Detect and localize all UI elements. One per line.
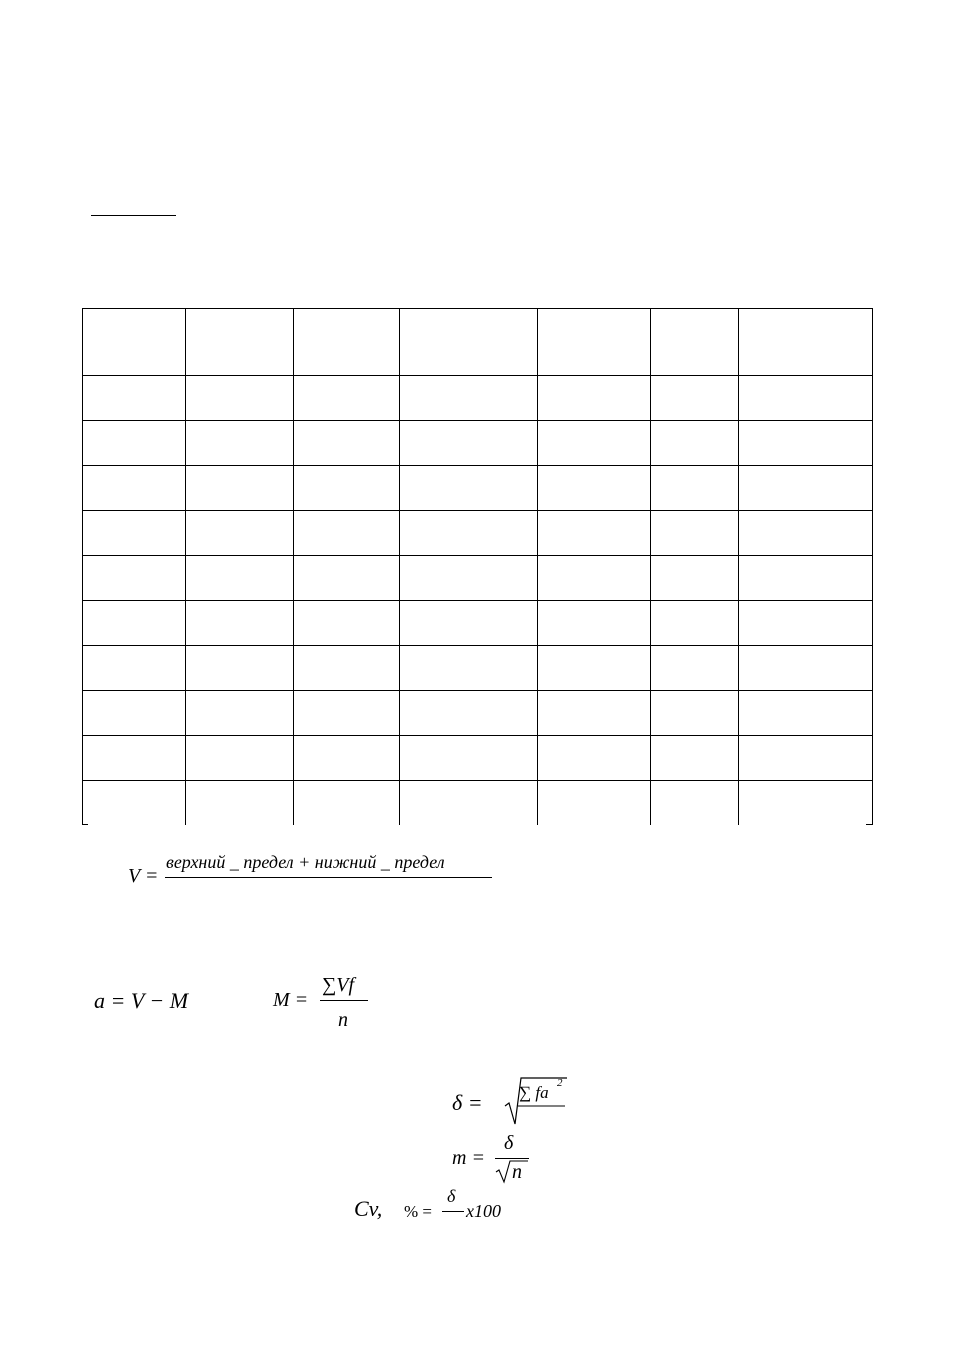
formula-stderr-lhs: m = [452, 1147, 485, 1169]
table-cell [83, 781, 186, 826]
table-cell [294, 646, 400, 691]
table-cell [651, 511, 739, 556]
table-cell [83, 556, 186, 601]
formula-v-fraction-bar [165, 877, 492, 878]
table-cell [186, 511, 294, 556]
table-cell [400, 556, 538, 601]
data-table [82, 308, 873, 825]
table-row [83, 466, 873, 511]
table-cell [400, 601, 538, 646]
table-row [83, 511, 873, 556]
table-cell [186, 376, 294, 421]
formula-cv-numerator: δ [447, 1186, 456, 1206]
table-cell [83, 421, 186, 466]
table-cell [538, 646, 651, 691]
table-header-cell [538, 309, 651, 376]
table-header-cell [294, 309, 400, 376]
table-cell [400, 511, 538, 556]
formula-mean-lhs: M = [273, 989, 309, 1011]
table-header-cell [739, 309, 873, 376]
table-cell [83, 691, 186, 736]
table-cell [400, 376, 538, 421]
formula-sigma-lhs: δ = [452, 1090, 483, 1115]
table-header-cell [83, 309, 186, 376]
table-header-row [83, 309, 873, 376]
table-cell [739, 466, 873, 511]
table-cell [186, 736, 294, 781]
table-cell [651, 466, 739, 511]
table-cell [739, 646, 873, 691]
table-cell [538, 691, 651, 736]
table-cell [651, 376, 739, 421]
table-row [83, 736, 873, 781]
table-cell [538, 376, 651, 421]
formula-v-numerator: верхний _ предел + нижний _ предел [166, 852, 445, 872]
table-cell [186, 646, 294, 691]
table-row [83, 421, 873, 466]
table-corner-tick-right [866, 824, 872, 825]
table-header-cell [651, 309, 739, 376]
table-cell [294, 556, 400, 601]
table-cell [186, 466, 294, 511]
table-cell [538, 466, 651, 511]
table-cell [739, 601, 873, 646]
formula-mean-fraction-bar [320, 1000, 368, 1001]
table-cell [83, 466, 186, 511]
table-cell [186, 601, 294, 646]
table-cell [651, 556, 739, 601]
table-cell [538, 511, 651, 556]
table-header-cell [400, 309, 538, 376]
formula-sigma-radicand: ∑ fa [519, 1083, 549, 1102]
formula-stderr-numerator: δ [504, 1132, 514, 1154]
table-cell [186, 691, 294, 736]
formula-v-lhs: V = [128, 865, 159, 887]
table-cell [651, 421, 739, 466]
table-cell [294, 736, 400, 781]
table-cell [400, 781, 538, 826]
table-cell [186, 556, 294, 601]
table-cell [739, 421, 873, 466]
formula-deviation: a = V − M [94, 988, 189, 1013]
table-cell [294, 376, 400, 421]
formula-mean-numerator: ∑Vf [322, 974, 355, 996]
table-cell [294, 511, 400, 556]
table-cell [651, 736, 739, 781]
table-cell [400, 736, 538, 781]
table-cell [651, 601, 739, 646]
table-cell [538, 556, 651, 601]
formula-cv-tail: x100 [466, 1201, 501, 1221]
table-row [83, 781, 873, 826]
table-cell [538, 781, 651, 826]
table-cell [83, 646, 186, 691]
table-cell [400, 421, 538, 466]
formula-cv-percent: % = [404, 1202, 432, 1221]
table-row [83, 646, 873, 691]
table-cell [294, 691, 400, 736]
table-cell [739, 691, 873, 736]
table-cell [739, 556, 873, 601]
formula-stderr-denominator: n [512, 1161, 522, 1183]
table-cell [400, 646, 538, 691]
table-cell [186, 781, 294, 826]
formula-mean-denominator: n [338, 1009, 348, 1031]
table-cell [739, 736, 873, 781]
table-cell [739, 376, 873, 421]
table-cell [538, 601, 651, 646]
table-cell [651, 691, 739, 736]
table-cell [83, 511, 186, 556]
table-cell [83, 601, 186, 646]
table-corner-tick-left [82, 824, 88, 825]
table-cell [651, 781, 739, 826]
table-cell [294, 601, 400, 646]
table-cell [400, 466, 538, 511]
table-cell [186, 421, 294, 466]
formula-sigma-exponent: 2 [557, 1077, 563, 1089]
table-cell [83, 736, 186, 781]
table-cell [294, 466, 400, 511]
table-cell [739, 511, 873, 556]
formula-cv-lhs: Cv, [354, 1196, 383, 1221]
table-cell [538, 421, 651, 466]
table-row [83, 691, 873, 736]
table-cell [400, 691, 538, 736]
table-row [83, 601, 873, 646]
table-cell [294, 421, 400, 466]
table-cell [739, 781, 873, 826]
table-cell [538, 736, 651, 781]
formula-cv-fraction-bar [442, 1211, 464, 1212]
table-header-cell [186, 309, 294, 376]
table-cell [83, 376, 186, 421]
table-row [83, 556, 873, 601]
heading-underline [91, 215, 176, 216]
table-cell [294, 781, 400, 826]
table-row [83, 376, 873, 421]
table-cell [651, 646, 739, 691]
